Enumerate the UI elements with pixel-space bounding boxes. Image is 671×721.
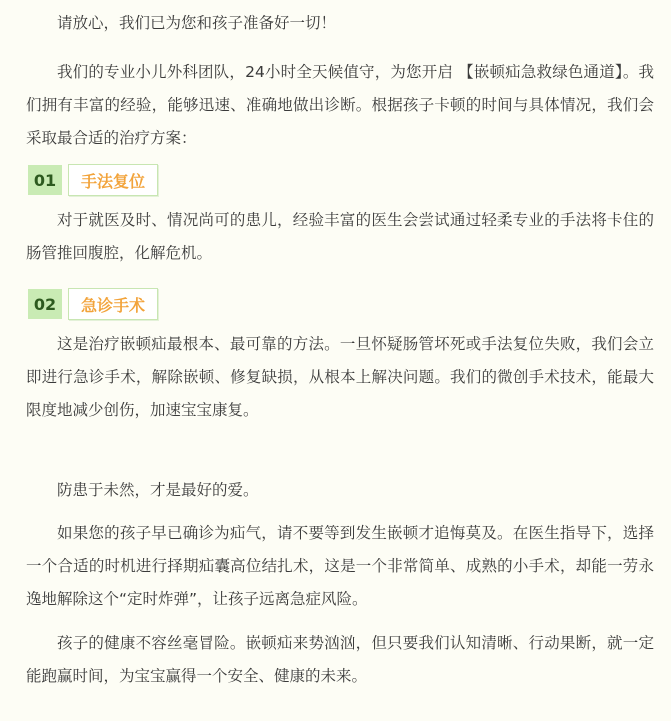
- closing-paragraph-final: 孩子的健康不容丝毫冒险。嵌顿疝来势汹汹，但只要我们认知清晰、行动果断，就一定能跑赢时间，为宝宝赢得一个安全、健康的未来。: [26, 634, 654, 685]
- section-body-2: 这是治疗嵌顿疝最根本、最可靠的方法。一旦怀疑肠管坏死或手法复位失败，我们会立即进行急诊手术，解除嵌顿、修复缺损，从根本上解决问题。我们的微创手术技术，能最大限度地减少创伤，加速宝宝康复。: [26, 335, 654, 419]
- section-number-badge: 01: [28, 165, 62, 195]
- closing-motto: 防患于未然，才是最好的爱。: [57, 481, 259, 499]
- section-header-2: [28, 287, 158, 321]
- section-body-1: 对于就医及时、情况尚可的患儿，经验丰富的医生会尝试通过轻柔专业的手法将卡住的肠管推回腹腔，化解危机。: [26, 211, 654, 262]
- intro-line: 请放心，我们已为您和孩子准备好一切！: [57, 14, 337, 32]
- intro-paragraph: 我们的专业小儿外科团队，24小时全天候值守，为您开启 【嵌顿疝急救绿色通道】。我们拥有丰富的经验，能够迅速、准确地做出诊断。根据孩子卡顿的时间与具体情况，我们会采取最合适的治疗方案：: [26, 63, 654, 147]
- section-title: 急诊手术: [68, 288, 158, 320]
- section-title: 手法复位: [68, 164, 158, 196]
- section-header-1: [28, 163, 158, 197]
- section-number-badge: 02: [28, 289, 62, 319]
- closing-paragraph-advice: 如果您的孩子早已确诊为疝气，请不要等到发生嵌顿才追悔莫及。在医生指导下，选择一个合适的时机进行择期疝囊高位结扎术，这是一个非常简单、成熟的小手术，却能一劳永逸地解除这个“定时炸弹”，让孩子远离急症风险。: [26, 524, 654, 608]
